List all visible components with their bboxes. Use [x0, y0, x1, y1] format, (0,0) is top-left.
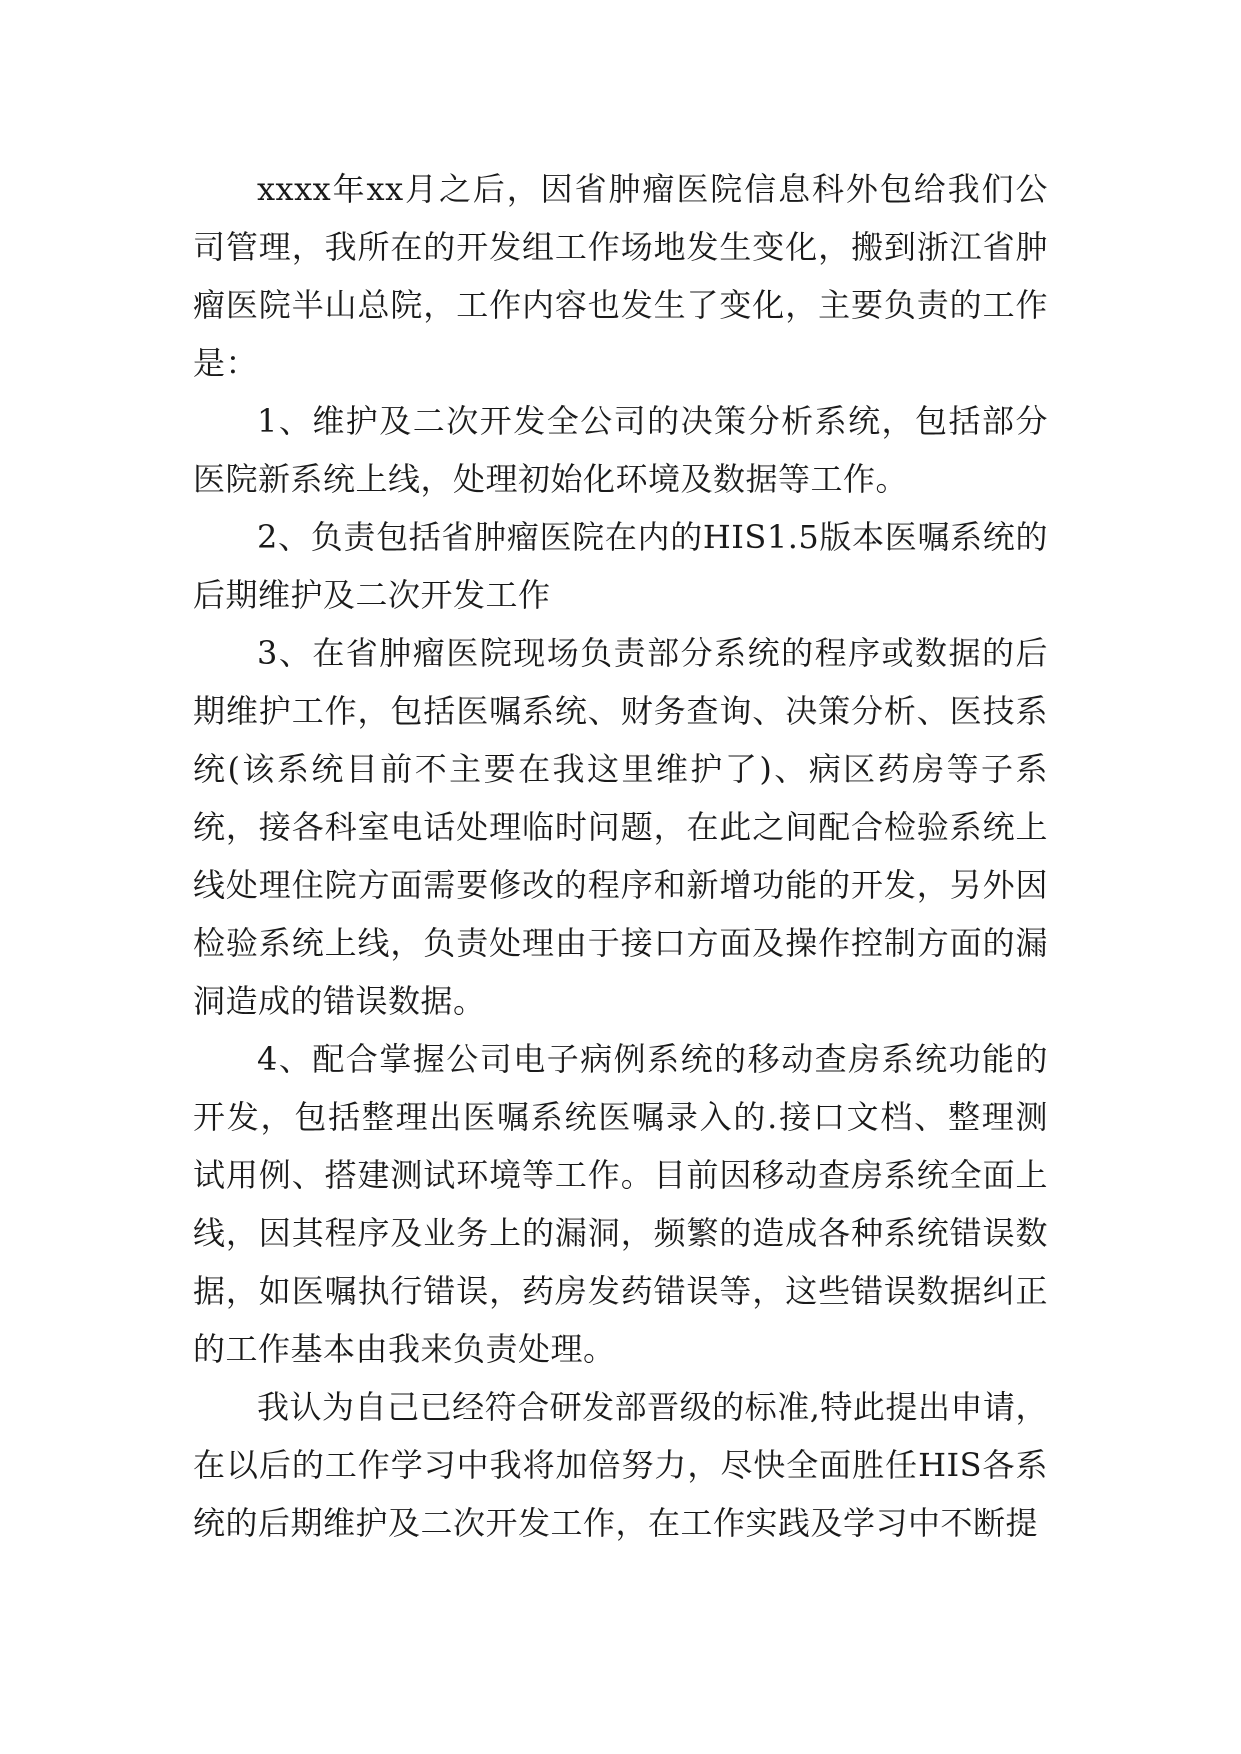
paragraph-item-3: 3、在省肿瘤医院现场负责部分系统的程序或数据的后期维护工作，包括医嘱系统、财务查询、决策分析、医技系统(该系统目前不主要在我这里维护了)、病区药房等子系统，接各科室电话处理临时问题，在此之间配合检验系统上线处理住院方面需要修改的程序和新增功能的开发，另外因检验系统上线，负责处理由于接口方面及操作控制方面的漏洞造成的错误数据。 — [193, 634, 1048, 1020]
document-body — [193, 160, 1048, 1552]
paragraph-item-2: 2、负责包括省肿瘤医院在内的HIS1.5版本医嘱系统的后期维护及二次开发工作 — [193, 518, 1048, 614]
paragraph-conclusion: 我认为自己已经符合研发部晋级的标准,特此提出申请，在以后的工作学习中我将加倍努力，尽快全面胜任HIS各系统的后期维护及二次开发工作，在工作实践及学习中不断提 — [193, 1388, 1048, 1542]
paragraph-intro: xxxx年xx月之后，因省肿瘤医院信息科外包给我们公司管理，我所在的开发组工作场地发生变化，搬到浙江省肿瘤医院半山总院，工作内容也发生了变化，主要负责的工作是： — [193, 170, 1048, 382]
paragraph-item-1: 1、维护及二次开发全公司的决策分析系统，包括部分医院新系统上线，处理初始化环境及数据等工作。 — [193, 402, 1048, 498]
paragraph-item-4: 4、配合掌握公司电子病例系统的移动查房系统功能的开发，包括整理出医嘱系统医嘱录入的.接口文档、整理测试用例、搭建测试环境等工作。目前因移动查房系统全面上线，因其程序及业务上的漏洞，频繁的造成各种系统错误数据，如医嘱执行错误，药房发药错误等，这些错误数据纠正的工作基本由我来负责处理。 — [193, 1040, 1048, 1368]
